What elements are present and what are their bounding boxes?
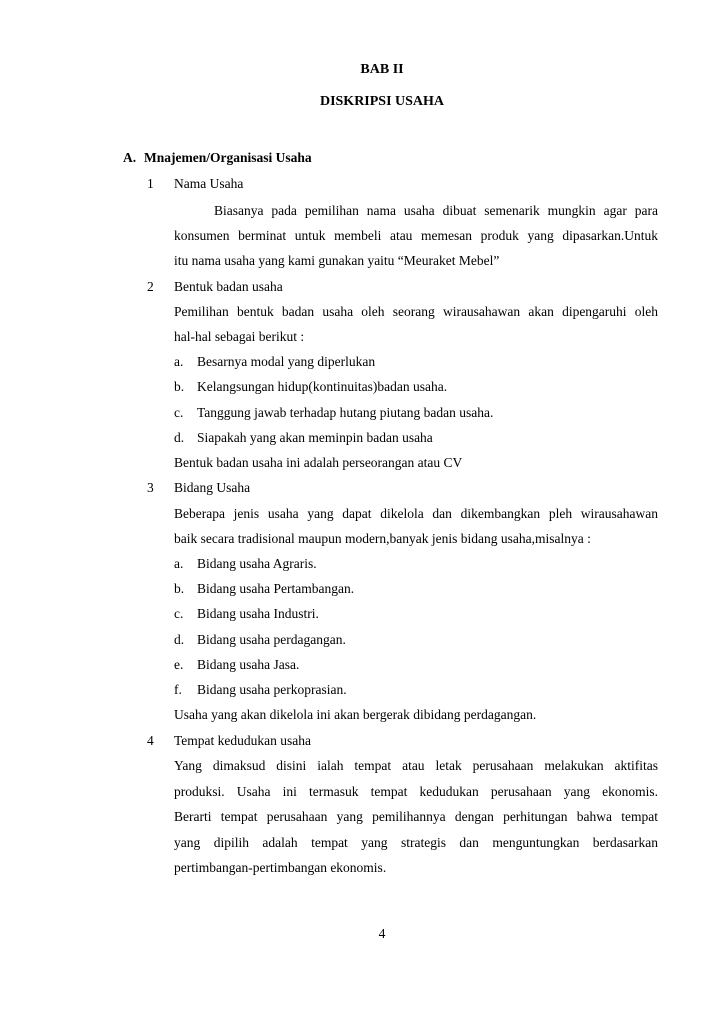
list-letter: b. bbox=[174, 379, 185, 394]
list-letter: f. bbox=[174, 682, 182, 697]
list-text: Siapakah yang akan meminpin badan usaha bbox=[197, 430, 433, 445]
item-heading: Bidang Usaha bbox=[174, 480, 251, 495]
list-text: Besarnya modal yang diperlukan bbox=[197, 354, 376, 369]
list-item bbox=[174, 354, 375, 370]
list-letter: c. bbox=[174, 606, 184, 621]
list-item bbox=[174, 430, 433, 446]
item-number: 3 bbox=[147, 480, 154, 495]
paragraph-line: Beberapa jenis usaha yang dapat dikelola dan dikembangkan pleh wirausahawan bbox=[174, 506, 658, 521]
list-letter: b. bbox=[174, 581, 185, 596]
paragraph-line: Usaha yang akan dikelola ini akan bergerak dibidang perdagangan. bbox=[174, 707, 537, 722]
list-text: Bidang usaha Industri. bbox=[197, 606, 319, 621]
paragraph-line: hal-hal sebagai berikut : bbox=[174, 329, 305, 344]
list-item bbox=[174, 682, 347, 698]
item-heading: Bentuk badan usaha bbox=[174, 279, 283, 294]
paragraph-line: Pemilihan bentuk badan usaha oleh seorang wirausahawan akan dipengaruhi oleh bbox=[174, 304, 658, 319]
list-text: Bidang usaha Pertambangan. bbox=[197, 581, 355, 596]
paragraph-line: produksi. Usaha ini termasuk tempat kedudukan perusahaan yang ekonomis. bbox=[174, 784, 658, 799]
item-heading: Nama Usaha bbox=[174, 176, 244, 191]
list-item bbox=[174, 657, 299, 673]
list-letter: c. bbox=[174, 405, 184, 420]
list-text: Bidang usaha Agraris. bbox=[197, 556, 317, 571]
item-number: 1 bbox=[147, 176, 154, 191]
chapter-heading: BAB II bbox=[360, 62, 404, 77]
page-number: 4 bbox=[378, 926, 386, 941]
list-letter: a. bbox=[174, 556, 184, 571]
section-label: A. bbox=[123, 150, 137, 165]
paragraph-line: yang dipilih adalah tempat yang strategis dan menguntungkan berdasarkan bbox=[174, 835, 658, 850]
item-number: 2 bbox=[147, 279, 154, 294]
paragraph-line: Berarti tempat perusahaan yang pemilihannya dengan perhitungan bahwa tempat bbox=[174, 809, 658, 824]
list-item bbox=[174, 606, 319, 622]
list-letter: d. bbox=[174, 632, 185, 647]
paragraph-line: Bentuk badan usaha ini adalah perseorangan atau CV bbox=[174, 455, 463, 470]
paragraph-line: pertimbangan-pertimbangan ekonomis. bbox=[174, 860, 387, 875]
list-text: Kelangsungan hidup(kontinuitas)badan usaha. bbox=[197, 379, 448, 394]
list-text: Bidang usaha perkoprasian. bbox=[197, 682, 347, 697]
list-letter: e. bbox=[174, 657, 184, 672]
paragraph-line: Biasanya pada pemilihan nama usaha dibuat semenarik mungkin agar para bbox=[214, 203, 658, 218]
section-heading bbox=[123, 150, 312, 166]
list-item bbox=[174, 556, 317, 572]
paragraph-line: konsumen berminat untuk membeli atau memesan produk yang dipasarkan.Untuk bbox=[174, 228, 658, 243]
list-letter: d. bbox=[174, 430, 185, 445]
section-title: Mnajemen/Organisasi Usaha bbox=[144, 150, 312, 165]
paragraph-line: baik secara tradisional maupun modern,banyak jenis bidang usaha,misalnya : bbox=[174, 531, 591, 546]
list-item bbox=[174, 405, 493, 421]
list-item bbox=[174, 632, 346, 648]
item-number: 4 bbox=[147, 733, 154, 748]
list-text: Tanggung jawab terhadap hutang piutang badan usaha. bbox=[197, 405, 494, 420]
list-text: Bidang usaha Jasa. bbox=[197, 657, 300, 672]
paragraph-line: itu nama usaha yang kami gunakan yaitu “Meuraket Mebel” bbox=[174, 253, 500, 268]
chapter-title: DISKRIPSI USAHA bbox=[319, 94, 445, 109]
item-heading: Tempat kedudukan usaha bbox=[174, 733, 312, 748]
list-item bbox=[174, 581, 354, 597]
list-letter: a. bbox=[174, 354, 184, 369]
paragraph-line: Yang dimaksud disini ialah tempat atau letak perusahaan melakukan aktifitas bbox=[174, 758, 658, 773]
list-text: Bidang usaha perdagangan. bbox=[197, 632, 346, 647]
list-item bbox=[174, 379, 447, 395]
